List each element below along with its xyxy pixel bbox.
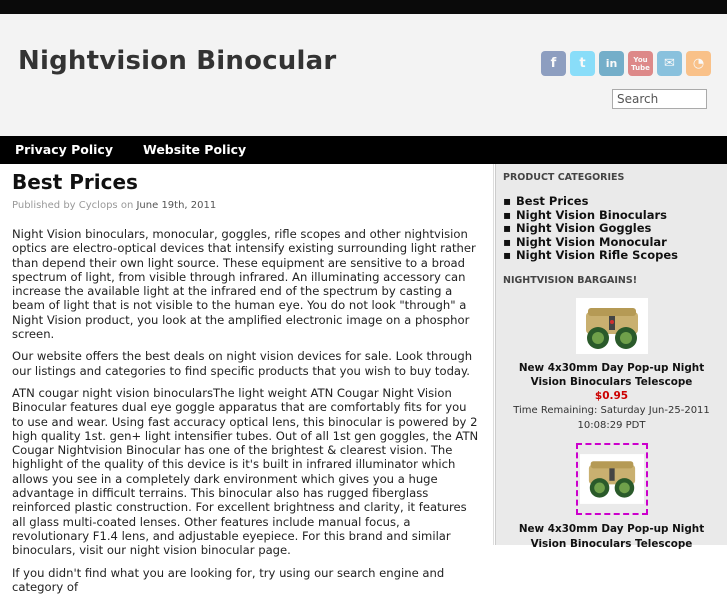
- post-paragraph: Our website offers the best deals on night vision devices for sale. Look through our listings and categories to find specific products that you wish to buy today.: [12, 349, 473, 378]
- category-item: [503, 236, 720, 250]
- binoculars-image[interactable]: [576, 443, 648, 515]
- category-link[interactable]: Night Vision Monocular: [516, 234, 667, 249]
- youtube-icon[interactable]: You Tube: [628, 51, 653, 76]
- category-item: [503, 195, 720, 209]
- rss-icon[interactable]: ◔: [686, 51, 711, 76]
- main-nav: [0, 136, 727, 164]
- product-name[interactable]: New 4x30mm Day Pop-up Night Vision Binoculars Telescope: [518, 523, 705, 550]
- social-icons: [541, 51, 711, 76]
- category-item: [503, 249, 720, 263]
- category-item: [503, 222, 720, 236]
- category-list: [503, 195, 720, 263]
- categories-title: PRODUCT CATEGORIES: [503, 172, 625, 183]
- main-content: [0, 164, 494, 594]
- site-header: [0, 14, 727, 136]
- product-card: [503, 298, 720, 434]
- category-item: [503, 209, 720, 223]
- category-link[interactable]: Night Vision Goggles: [516, 221, 652, 236]
- post-paragraph: If you didn't find what you are looking for, try using our search engine and category of: [12, 565, 445, 594]
- search-input[interactable]: [612, 89, 707, 109]
- post-paragraph: Night Vision binoculars, monocular, goggles, rifle scopes and other nightvision optics are electro-optical devices that intensify existing surrounding light rather than depend their own light source. These equipment are sensitive to a broad spectrum of light, from visible through infrared. An illuminating accessory can increase the available light at the infrared end of the spectrum by casting a beam of light that is not visible to the human eye. You do not look "through" a Night Vision product, you look at the amplified electronic image on a phosphor screen.: [12, 227, 476, 342]
- post-byline: [12, 200, 481, 211]
- time-remaining: Time Remaining: Saturday Jun-25-2011 10:08:29 PDT: [513, 405, 710, 432]
- bargains-title: NIGHTVISION BARGAINS!: [503, 274, 638, 286]
- product-card: [503, 443, 720, 551]
- sidebar: [495, 164, 727, 550]
- post-title[interactable]: Best Prices: [12, 170, 138, 194]
- site-title[interactable]: Nightvision Binocular: [18, 46, 337, 76]
- top-bar: [0, 0, 727, 14]
- binoculars-image[interactable]: [576, 298, 648, 354]
- post-date: June 19th, 2011: [136, 200, 217, 211]
- category-link[interactable]: Night Vision Rifle Scopes: [516, 248, 679, 263]
- byline-author[interactable]: Cyclops: [78, 200, 118, 211]
- category-link[interactable]: Night Vision Binoculars: [516, 207, 668, 222]
- byline-on: on: [120, 200, 134, 211]
- post-paragraph: ATN cougar night vision binocularsThe light weight ATN Cougar Night Vision Binocular features dual eye goggle apparatus that are comfortably fits for you to use and wear. Using fast accuracy optical lens, this binocular is powered by 2 high quality 1st. gen+ light intensifier tubes. Out of all 1st gen goggles, the ATN Cougar Nightvision Binocular has one of the brightest & clearest vision. The highlight of the quality of this device is it's built in infrared illuminator which allows you see in a completely dark environment which gives you a huge advantage in difficult terrains. This binocular also has rugged fiberglass reinforced plastic construction. For excellent brightness and clarity, it features all glass multi-coated lenses. Other features include manual focus, a revolutionary F1.4 lens, and adjustable eyepiece. For this brand and similar binoculars, visit our night vision binocular page.: [12, 385, 479, 558]
- nav-website-policy[interactable]: Website Policy: [142, 142, 247, 157]
- nav-privacy-policy[interactable]: Privacy Policy: [15, 142, 113, 157]
- email-icon[interactable]: ✉: [657, 51, 682, 76]
- facebook-icon[interactable]: f: [541, 51, 566, 76]
- byline-prefix: Published by: [12, 200, 76, 211]
- linkedin-icon[interactable]: in: [599, 51, 624, 76]
- twitter-icon[interactable]: t: [570, 51, 595, 76]
- product-price: $0.95: [594, 389, 629, 402]
- category-link[interactable]: Best Prices: [516, 194, 589, 208]
- product-name[interactable]: New 4x30mm Day Pop-up Night Vision Binoculars Telescope: [518, 361, 705, 389]
